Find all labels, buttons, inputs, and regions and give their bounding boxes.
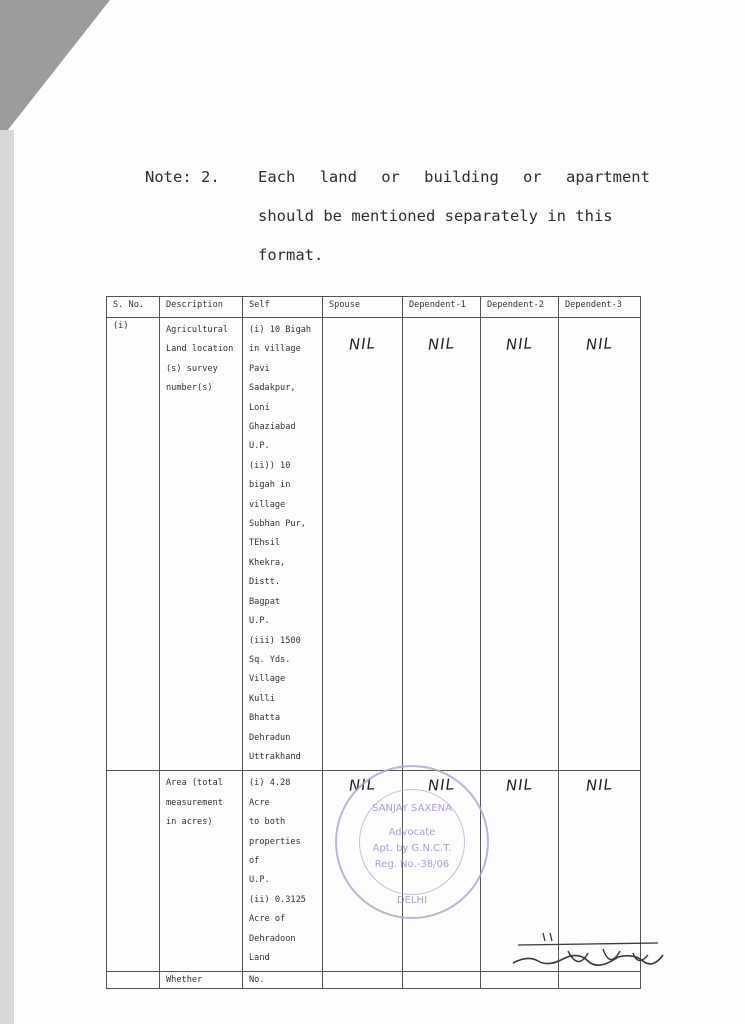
cell-dependent-1 [403, 318, 481, 771]
header-spouse: Spouse [323, 297, 403, 318]
header-dependent-3: Dependent-3 [559, 297, 641, 318]
notary-stamp [335, 765, 489, 919]
cell-self: No. [243, 972, 323, 989]
note-word: Each [258, 168, 296, 186]
header-dependent-2: Dependent-2 [481, 297, 559, 318]
stamp-city: DELHI [396, 895, 428, 906]
cell-spouse [323, 318, 403, 771]
handwritten-nil: NIL [427, 775, 456, 796]
note-label: Note: 2. [145, 168, 220, 186]
handwritten-nil: NIL [585, 775, 614, 796]
handwritten-nil: NIL [585, 334, 614, 354]
note-word: building [424, 168, 499, 186]
handwritten-nil: NIL [348, 775, 377, 796]
stamp-name: SANJAY SAXENA [372, 803, 452, 814]
handwritten-nil: NIL [348, 334, 377, 354]
stamp-title: Advocate [388, 827, 436, 838]
handwritten-signature [508, 925, 668, 980]
cell-self: (i) 4.28 Acre to both properties of U.P. (ii) 0.3125 Acre of Dehradoon Land [243, 771, 323, 972]
table-row [107, 318, 641, 771]
folded-corner [0, 0, 110, 140]
handwritten-nil: NIL [505, 334, 534, 354]
cell-dependent-3 [559, 318, 641, 771]
note-line-1 [258, 158, 650, 197]
header-self: Self [243, 297, 323, 318]
cell-sno [107, 972, 160, 989]
cell-description: Area (total measurement in acres) [160, 771, 243, 972]
note-word: apartment [565, 168, 650, 186]
cell-sno: (i) [107, 318, 160, 771]
header-description: Description [160, 297, 243, 318]
cell-dependent-2 [481, 318, 559, 771]
stamp-appointment: Apt. by G.N.C.T. [372, 843, 452, 854]
table-header-row [107, 297, 641, 318]
note-line-3: format. [258, 246, 324, 264]
handwritten-nil: NIL [505, 775, 534, 796]
cell-self: (i) 10 Bigah in village Pavi Sadakpur, Loni Ghaziabad U.P. (ii)) 10 bigah in village Subhan Pur, TEhsil Khekra, Distt. Bagpat U.P. (iii) 1500 Sq. Yds. Village Kulli Bhatta Dehradun Uttrakhand [243, 318, 323, 771]
cell-description: Whether [160, 972, 243, 989]
note-word: or [381, 168, 400, 186]
page-edge-shadow [0, 130, 14, 1024]
cell-dependent-1 [403, 972, 481, 989]
note-word: land [319, 168, 357, 186]
note-line-2: should be mentioned separately in this [258, 207, 613, 225]
cell-spouse [323, 972, 403, 989]
header-dependent-1: Dependent-1 [403, 297, 481, 318]
note-word: or [523, 168, 542, 186]
cell-sno [107, 771, 160, 972]
cell-description: Agricultural Land location (s) survey number(s) [160, 318, 243, 771]
handwritten-nil: NIL [427, 334, 456, 354]
header-sno: S. No. [107, 297, 160, 318]
stamp-reg: Reg. No.-38/06 [374, 859, 450, 870]
